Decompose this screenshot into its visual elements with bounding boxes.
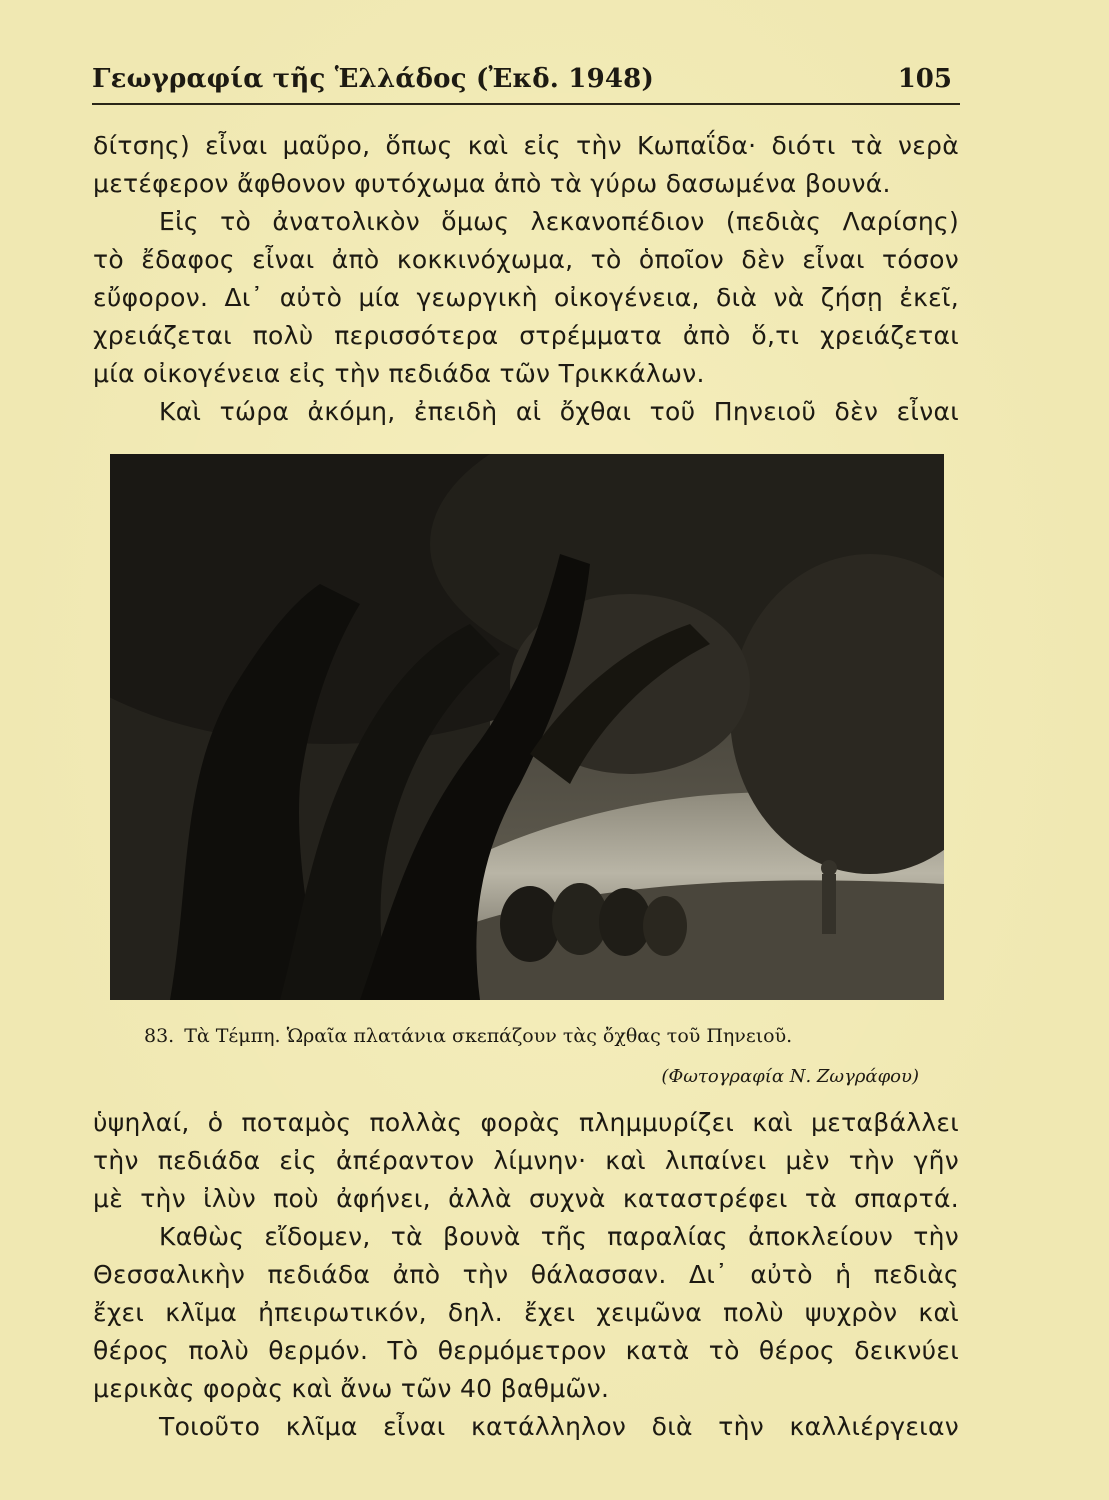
header-rule <box>92 103 960 105</box>
figure-number: 83. <box>144 1025 175 1047</box>
photo-credit: (Φωτογραφία Ν. Ζωγράφου) <box>661 1066 919 1087</box>
text-block-top <box>93 127 959 431</box>
text-line: Θεσσαλικὴν πεδιάδα ἀπὸ τὴν θάλασσαν. Δι᾿ αὐτὸ ἡ πεδιὰς <box>93 1260 959 1289</box>
text-line: ὑψηλαί, ὁ ποταμὸς πολλὰς φορὰς πλημμυρίζει καὶ μεταβάλλει <box>93 1108 959 1137</box>
text-line: Τοιοῦτο κλῖμα εἶναι κατάλληλον διὰ τὴν καλλιέργειαν <box>159 1412 959 1441</box>
text-line: τὸ ἔδαφος εἶναι ἀπὸ κοκκινόχωμα, τὸ ὁποῖον δὲν εἶναι τόσον <box>93 245 959 274</box>
text-block-bottom <box>93 1104 959 1446</box>
figure-caption <box>144 1025 792 1047</box>
text-line: μετέφερον ἄφθονον φυτόχωμα ἀπὸ τὰ γύρω δασωμένα βουνά. <box>93 169 891 198</box>
figure-caption-text: Τὰ Τέμπη. Ὡραῖα πλατάνια σκεπάζουν τὰς ὄχθας τοῦ Πηνειοῦ. <box>184 1025 793 1047</box>
text-line: δίτσης) εἶναι μαῦρο, ὅπως καὶ εἰς τὴν Κωπαΐδα· διότι τὰ νερὰ <box>93 131 959 160</box>
figure-photograph <box>110 454 944 1000</box>
page-number: 105 <box>897 64 952 94</box>
plane-trees-photo <box>110 454 944 1000</box>
text-line: εὔφορον. Δι᾿ αὐτὸ μία γεωργικὴ οἰκογένεια, διὰ νὰ ζήσῃ ἐκεῖ, <box>93 283 959 312</box>
text-line: μὲ τὴν ἰλὺν ποὺ ἀφήνει, ἀλλὰ συχνὰ καταστρέφει τὰ σπαρτά. <box>93 1184 959 1213</box>
text-line: χρειάζεται πολὺ περισσότερα στρέμματα ἀπὸ ὅ,τι χρειάζεται <box>93 321 959 350</box>
text-line: τὴν πεδιάδα εἰς ἀπέραντον λίμνην· καὶ λιπαίνει μὲν τὴν γῆν <box>93 1146 959 1175</box>
text-line: μερικὰς φορὰς καὶ ἄνω τῶν 40 βαθμῶν. <box>93 1374 610 1403</box>
text-line: Εἰς τὸ ἀνατολικὸν ὅμως λεκανοπέδιον (πεδιὰς Λαρίσης) <box>159 207 959 236</box>
text-line: θέρος πολὺ θερμόν. Τὸ θερμόμετρον κατὰ τὸ θέρος δεικνύει <box>93 1336 959 1365</box>
running-title: Γεωγραφία τῆς Ἑλλάδος (Ἐκδ. 1948) <box>92 64 654 94</box>
text-line: μία οἰκογένεια εἰς τὴν πεδιάδα τῶν Τρικκάλων. <box>93 359 705 388</box>
text-line: Καθὼς εἴδομεν, τὰ βουνὰ τῆς παραλίας ἀποκλείουν τὴν <box>159 1222 959 1251</box>
page-header <box>92 62 960 102</box>
text-line: Καὶ τώρα ἀκόμη, ἐπειδὴ αἱ ὄχθαι τοῦ Πηνειοῦ δὲν εἶναι <box>159 397 959 426</box>
text-line: ἔχει κλῖμα ἠπειρωτικόν, δηλ. ἔχει χειμῶνα πολὺ ψυχρὸν καὶ <box>93 1298 959 1327</box>
